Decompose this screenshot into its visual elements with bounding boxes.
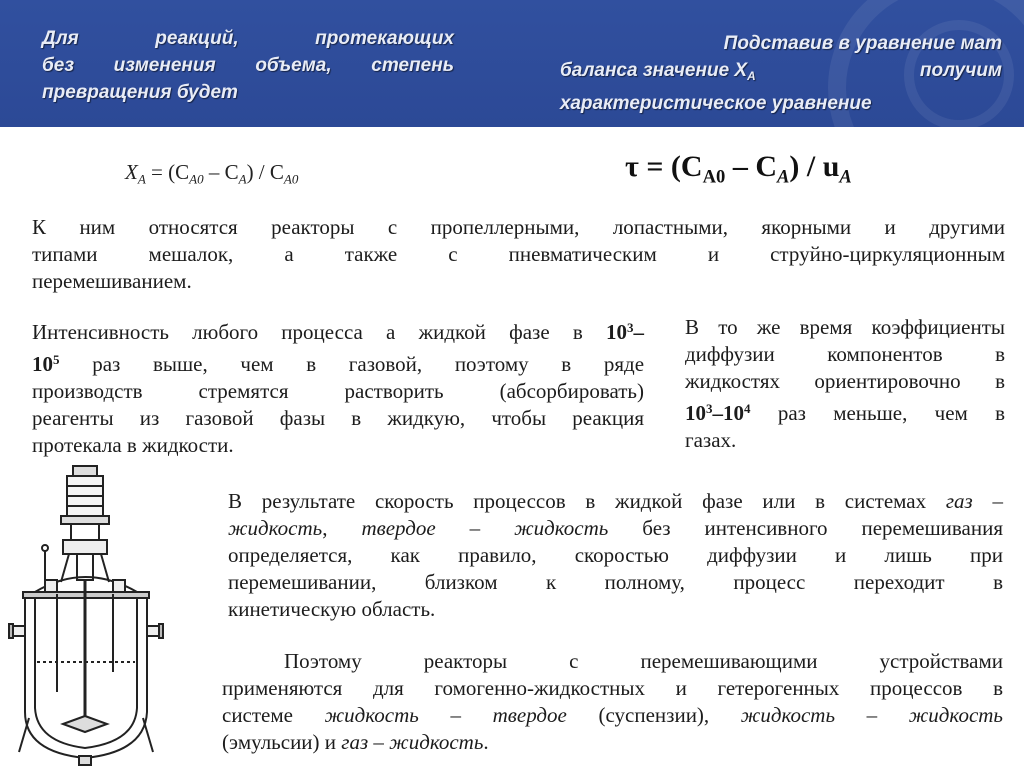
text-span	[32, 352, 60, 376]
text-span: без интенсивного перемешивания	[642, 516, 1003, 540]
italic-term: жидкость	[228, 516, 323, 540]
text-span	[685, 401, 751, 425]
text-line: газах.	[685, 428, 737, 453]
text-line: протекала в жидкости.	[32, 433, 234, 458]
italic-term: жидкость – твердое	[324, 703, 567, 727]
text-line: В то же время коэффициенты	[685, 315, 1005, 339]
paragraph-applications	[222, 648, 1003, 756]
paragraph-diffusion	[685, 314, 1005, 454]
text-line	[228, 515, 1003, 542]
text-line: перемешивании, близком к полному, процесс переходит в	[228, 570, 1003, 594]
conversion-formula	[125, 160, 298, 188]
formula-tau: τ	[625, 150, 639, 183]
text-span	[606, 320, 644, 344]
text-span: (суспензии),	[598, 703, 710, 727]
paragraph-reactor-types	[32, 214, 1005, 295]
header-right-sub: A	[747, 70, 756, 84]
formula-x: X	[125, 160, 138, 184]
italic-term: газ –	[945, 489, 1003, 513]
header-left-line: без изменения объема, степень	[42, 55, 454, 76]
formula-sub: A0	[702, 166, 726, 188]
text-span: (эмульсии) и	[222, 730, 337, 754]
text-line	[32, 314, 644, 346]
formula-sub: A	[839, 166, 852, 188]
formula-part: = (C	[151, 160, 190, 184]
text-span: системе	[222, 703, 293, 727]
header-left-line: Для реакций, протекающих	[42, 28, 454, 49]
header-left-text	[42, 25, 454, 106]
text-line	[228, 488, 1003, 515]
formula-part: ) / u	[789, 150, 840, 183]
formula-sub: A	[776, 166, 790, 188]
text-line	[685, 395, 1005, 427]
text-line	[222, 702, 1003, 729]
text-span: Интенсивность любого процесса а жидкой фазе в	[32, 320, 583, 345]
exponent: 3	[626, 320, 634, 335]
exponent: 4	[744, 401, 751, 416]
text-line: Поэтому реакторы с перемешивающими устройствами	[284, 649, 1003, 673]
text-span: раз меньше, чем в	[777, 401, 1006, 426]
paragraph-liquid-intensity	[32, 314, 644, 459]
italic-term: жидкость – жидкость	[740, 703, 1003, 727]
text-line	[32, 346, 644, 378]
italic-term: твердое – жидкость	[361, 516, 609, 540]
text-line: жидкостях ориентировочно в	[685, 369, 1005, 393]
header-right-line: Подставив в уравнение мат	[723, 33, 1002, 54]
italic-term: газ – жидкость	[341, 730, 484, 754]
header-left-line: превращения будет	[42, 82, 238, 103]
text-line	[222, 729, 1003, 756]
text-line: производств стремятся растворить (абсорбировать)	[32, 379, 644, 404]
header-right-text	[560, 30, 1002, 117]
header-banner	[0, 0, 1024, 127]
text-line: кинетическую область.	[228, 597, 436, 621]
text-line: перемешиванием.	[32, 269, 192, 293]
text-line: типами мешалок, а также с пневматическим и струйно-циркуляционным	[32, 242, 1005, 266]
text-line: диффузии компонентов в	[685, 342, 1005, 366]
formula-part: ) / C	[246, 160, 284, 184]
text-line: применяются для гомогенно-жидкостных и гетерогенных процессов в	[222, 676, 1003, 700]
text-span: ,	[322, 516, 328, 540]
formula-part: – C	[203, 160, 239, 184]
formula-part: – C	[725, 150, 777, 183]
formula-sub: A0	[283, 171, 299, 187]
paragraph-diffusion-rate	[228, 488, 1003, 623]
header-right-phrase	[560, 57, 756, 90]
dash: –	[633, 320, 644, 345]
header-right-tail: получим	[919, 60, 1002, 81]
formula-sub: A	[137, 171, 146, 187]
formula-sub: A	[238, 171, 247, 187]
text-line: реагенты из газовой фазы в жидкую, чтобы реакция	[32, 406, 644, 431]
header-right-line	[560, 57, 1002, 90]
exponent: 3	[706, 401, 713, 416]
stirred-tank-reactor-icon	[5, 462, 180, 767]
text-span: раз выше, чем в газовой, поэтому в ряде	[92, 352, 645, 377]
formula-sub: A0	[189, 171, 204, 187]
text-span: В результате скорость процессов в жидкой фазе или в системах	[228, 489, 927, 513]
text-span: .	[483, 730, 489, 754]
exponent: 5	[53, 352, 60, 368]
header-right-line: характеристическое уравнение	[560, 93, 872, 115]
characteristic-equation	[625, 150, 852, 189]
text-line: К ним относятся реакторы с пропеллерными, лопастными, якорными и другими	[32, 215, 1005, 239]
header-right-phrase-text: баланса значение X	[560, 60, 748, 81]
number: 10	[685, 401, 706, 426]
text-line: определяется, как правило, скоростью диффузии и лишь при	[228, 543, 1003, 567]
formula-part: = (C	[638, 150, 703, 183]
number: 10	[605, 320, 627, 345]
number: 10	[32, 352, 53, 377]
number: –10	[712, 401, 745, 426]
